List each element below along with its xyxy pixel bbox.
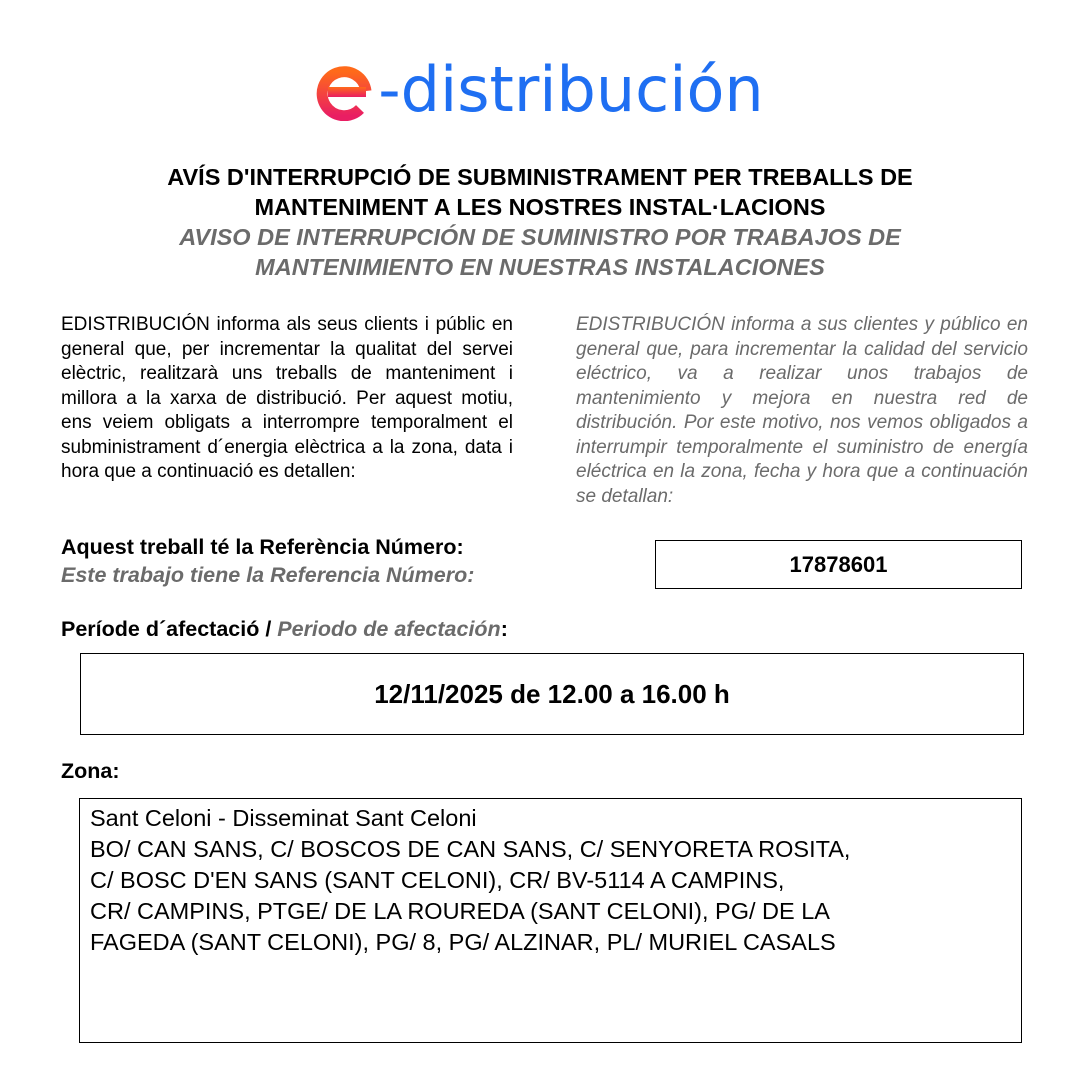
reference-label-catalan: Aquest treball té la Referència Número: <box>61 535 464 559</box>
period-value-box <box>80 653 1024 735</box>
zona-line: Sant Celoni - Disseminat Sant Celoni <box>90 805 477 831</box>
period-label <box>61 617 508 642</box>
period-value: 12/11/2025 de 12.00 a 16.00 h <box>374 678 730 709</box>
zona-box <box>79 798 1022 1043</box>
e-letter-logo-icon <box>316 65 372 121</box>
logo <box>0 50 1080 130</box>
period-label-spanish: Periodo de afectación <box>277 617 501 641</box>
logo-text: -distribución <box>378 53 764 126</box>
period-label-catalan: Període d´afectació / <box>61 617 278 641</box>
zona-label: Zona: <box>61 759 120 783</box>
intro-spanish: EDISTRIBUCIÓN informa a sus clientes y público en general que, para incrementar la calidad del servicio eléctrico, va a realizar unos trabajos de mantenimiento y mejora en nuestra red de distribución. Por este motivo, nos vemos obligados a interrumpir temporalmente el suministro de energía eléctrica en la zona, fecha y hora que a continuación se detallan: <box>576 314 1028 507</box>
title-spanish <box>0 222 1080 282</box>
reference-number-box <box>655 540 1022 589</box>
zona-line: BO/ CAN SANS, C/ BOSCOS DE CAN SANS, C/ SENYORETA ROSITA, <box>90 836 851 862</box>
title-catalan <box>0 162 1080 222</box>
title-spanish-line-1: AVISO DE INTERRUPCIÓN DE SUMINISTRO POR TRABAJOS DE <box>179 224 901 250</box>
zona-line: FAGEDA (SANT CELONI), PG/ 8, PG/ ALZINAR, PL/ MURIEL CASALS <box>90 929 836 955</box>
reference-label-spanish: Este trabajo tiene la Referencia Número: <box>61 563 475 587</box>
title-spanish-line-2: MANTENIMIENTO EN NUESTRAS INSTALACIONES <box>255 254 825 280</box>
reference-number: 17878601 <box>789 551 888 577</box>
zona-line: CR/ CAMPINS, PTGE/ DE LA ROUREDA (SANT CELONI), PG/ DE LA <box>90 898 830 924</box>
title-catalan-line-1: AVÍS D'INTERRUPCIÓ DE SUBMINISTRAMENT PER TREBALLS DE <box>167 164 913 190</box>
intro-catalan: EDISTRIBUCIÓN informa als seus clients i públic en general que, per incrementar la qualitat del servei elèctric, realitzarà uns treballs de manteniment i millora a la xarxa de distribució. Per aquest motiu, ens veiem obligats a interrompre temporalment el subministrament d´energia elèctrica a la zona, data i hora que a continuació es detallen: <box>61 314 513 482</box>
zona-line: C/ BOSC D'EN SANS (SANT CELONI), CR/ BV-5114 A CAMPINS, <box>90 867 785 893</box>
title-catalan-line-2: MANTENIMENT A LES NOSTRES INSTAL·LACIONS <box>254 194 826 220</box>
period-label-colon: : <box>500 617 508 641</box>
